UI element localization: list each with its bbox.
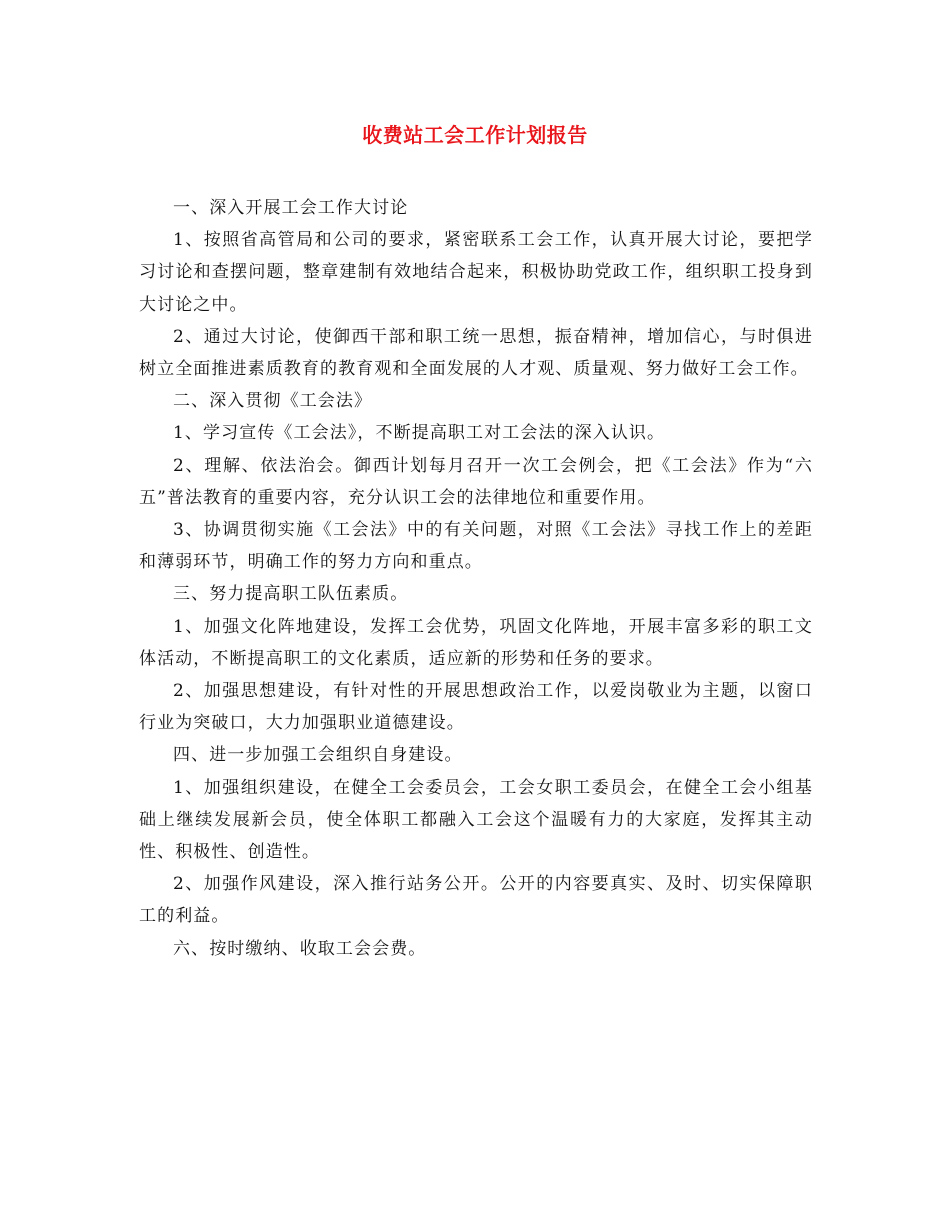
section-heading-4: 四、进一步加强工会组织自身建设。 xyxy=(173,745,463,766)
paragraph-3-2: 2、加强思想建设，有针对性的开展思想政治工作，以爱岗敬业为主题，以窗口行业为突破口，大力加强职业道德建设。 xyxy=(139,681,813,734)
paragraph-3-1: 1、加强文化阵地建设，发挥工会优势，巩固文化阵地，开展丰富多彩的职工文体活动，不断提高职工的文化素质，适应新的形势和任务的要求。 xyxy=(139,616,813,669)
paragraph-4-1: 1、加强组织建设，在健全工会委员会，工会女职工委员会，在健全工会小组基础上继续发展新会员，使全体职工都融入工会这个温暖有力的大家庭，发挥其主动性、积极性、创造性。 xyxy=(139,777,813,863)
document-title: 收费站工会工作计划报告 xyxy=(362,123,588,147)
section-heading-2: 二、深入贯彻《工会法》 xyxy=(173,391,373,412)
paragraph-1-1: 1、按照省高管局和公司的要求，紧密联系工会工作，认真开展大讨论，要把学习讨论和查摆问题，整章建制有效地结合起来，积极协助党政工作，组织职工投身到大讨论之中。 xyxy=(139,230,813,315)
paragraph-2-1: 1、学习宣传《工会法》，不断提高职工对工会法的深入认识。 xyxy=(173,423,666,444)
section-heading-3: 三、努力提高职工队伍素质。 xyxy=(173,584,409,605)
document-body xyxy=(139,192,813,965)
paragraph-2-3: 3、协调贯彻实施《工会法》中的有关问题，对照《工会法》寻找工作上的差距和薄弱环节，明确工作的努力方向和重点。 xyxy=(139,520,813,573)
section-heading-1: 一、深入开展工会工作大讨论 xyxy=(173,198,409,218)
paragraph-2-2: 2、理解、依法治会。御西计划每月召开一次工会例会，把《工会法》作为“六五”普法教育的重要内容，充分认识工会的法律地位和重要作用。 xyxy=(139,455,813,508)
paragraph-1-2: 2、通过大讨论，使御西干部和职工统一思想，振奋精神，增加信心，与时俱进树立全面推进素质教育的教育观和全面发展的人才观、质量观、努力做好工会工作。 xyxy=(139,326,813,380)
paragraph-4-2: 2、加强作风建设，深入推行站务公开。公开的内容要真实、及时、切实保障职工的利益。 xyxy=(139,874,813,927)
section-heading-6: 六、按时缴纳、收取工会会费。 xyxy=(173,938,427,959)
